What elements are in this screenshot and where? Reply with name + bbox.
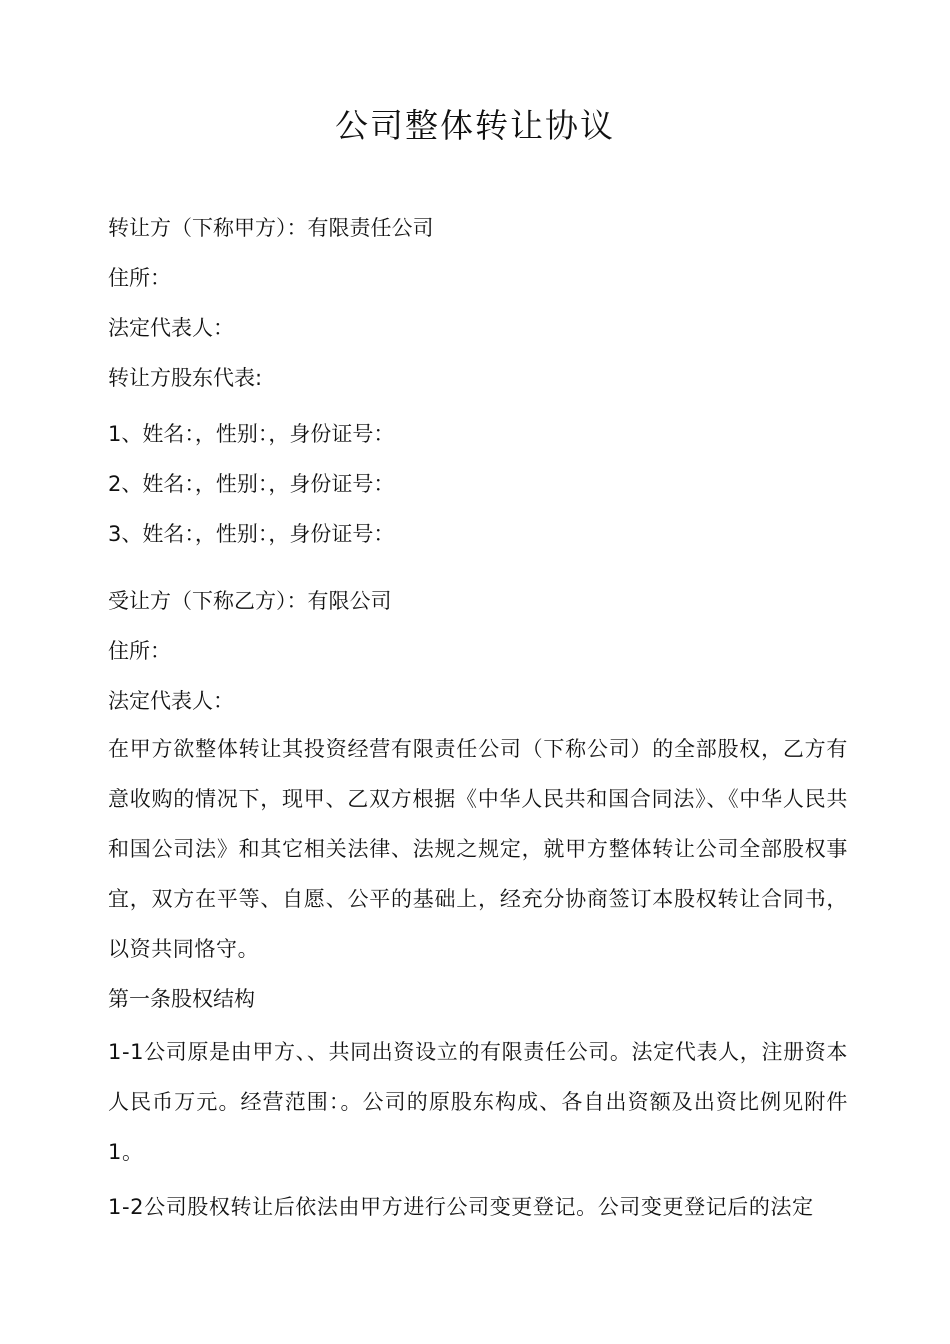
preamble-paragraph: 在甲方欲整体转让其投资经营有限责任公司（下称公司）的全部股权，乙方有意收购的情况下，现甲、乙双方根据《中华人民共和国合同法》、《中华人民共和国公司法》和其它相关法律、法规之规定，就甲方整体转让公司全部股权事宜，双方在平等、自愿、公平的基础上，经充分协商签订本股权转让合同书，以资共同恪守。 [108,737,848,961]
transferee-address: 住所： [108,639,171,663]
transferor-name-line: 转让方（下称甲方）：有限责任公司 [108,216,434,240]
transferee-legal-rep: 法定代表人： [108,689,234,713]
shareholder-entry-2: 2、姓名：，性别：，身份证号： [108,472,395,496]
article-1-heading: 第一条股权结构 [108,987,255,1011]
document-title: 公司整体转让协议 [335,106,615,145]
transferee-name-line: 受让方（下称乙方）：有限公司 [108,589,392,613]
shareholder-entry-3: 3、姓名：，性别：，身份证号： [108,522,395,546]
shareholders-heading: 转让方股东代表: [108,366,263,390]
transferor-address: 住所： [108,266,171,290]
clause-1-2: 1-2公司股权转让后依法由甲方进行公司变更登记。公司变更登记后的法定 [108,1195,814,1219]
shareholder-entry-1: 1、姓名：，性别：，身份证号： [108,422,395,446]
transferor-legal-rep: 法定代表人： [108,316,234,340]
clause-1-1: 1-1公司原是由甲方、、共同出资设立的有限责任公司。法定代表人，注册资本人民币万元。经营范围：。公司的原股东构成、各自出资额及出资比例见附件1。 [108,1040,848,1164]
